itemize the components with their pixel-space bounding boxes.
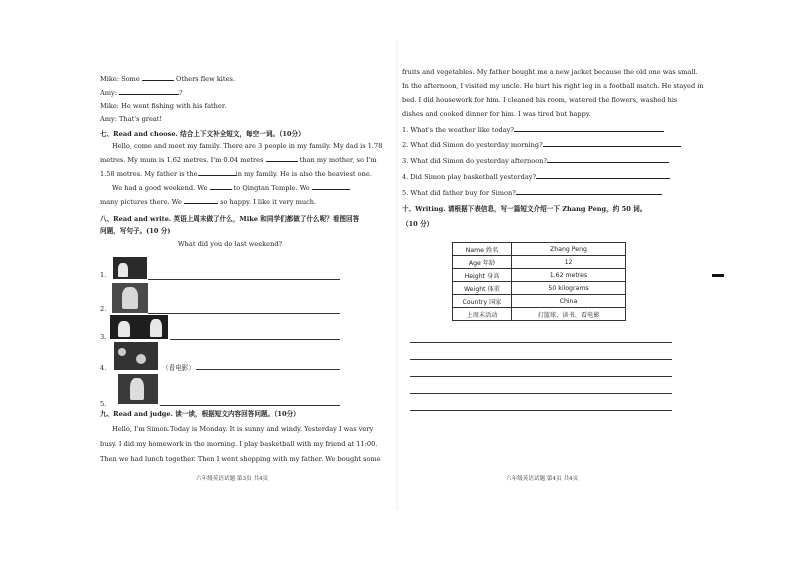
table-cell: Age 年龄 bbox=[453, 256, 512, 269]
section7-text: than my mother, so I'm bbox=[299, 156, 377, 165]
question-text: 5. What did father buy for Simon? bbox=[402, 189, 516, 198]
table-cell: Weight 体重 bbox=[453, 282, 512, 295]
answer-line[interactable] bbox=[170, 339, 340, 340]
question-2 bbox=[402, 140, 702, 150]
right-page-footer: 六年级英语试题 第4页 共4页 bbox=[506, 476, 579, 482]
writing-line[interactable] bbox=[410, 359, 672, 360]
item-number: 2. bbox=[100, 305, 107, 313]
passage-line: bed. I did housework for him. I cleaned his room, watered the flowers, washed his bbox=[402, 95, 678, 104]
blank[interactable] bbox=[210, 183, 232, 190]
section9-line: Then we had lunch together. Then I went shopping with my father. We bought some bbox=[100, 454, 381, 463]
item-number: 4. bbox=[100, 364, 107, 372]
writing-line[interactable] bbox=[410, 393, 672, 394]
blank[interactable] bbox=[184, 197, 218, 204]
dialog-text: ? bbox=[179, 88, 183, 97]
section7-line bbox=[100, 183, 440, 193]
table-cell: 12 bbox=[512, 256, 626, 269]
table-row bbox=[453, 295, 626, 308]
dialog-text: Others flew kites. bbox=[175, 75, 235, 83]
dialog-line-4: Amy: That's great! bbox=[100, 114, 163, 123]
table-cell: 50 kilograms bbox=[512, 282, 626, 295]
photo-housework bbox=[112, 283, 148, 313]
table-cell: 上周末活动 bbox=[453, 308, 512, 321]
photo-reading bbox=[113, 257, 147, 279]
dialog-text: Mike: Some bbox=[100, 75, 140, 83]
section7-line: Hello, come and meet my family. There are 3 people in my family. My dad is 1.78 bbox=[112, 142, 383, 151]
blank[interactable] bbox=[198, 169, 236, 176]
section7-text: many pictures there. We bbox=[100, 198, 182, 207]
table-row bbox=[453, 308, 626, 321]
section7-text: 1.58 metres. My father is the bbox=[100, 170, 198, 179]
table-cell: 1.62 metres bbox=[512, 269, 626, 282]
section7-text: to Qingtan Temple. We bbox=[233, 184, 310, 193]
table-cell: China bbox=[512, 295, 626, 308]
section7-line bbox=[100, 155, 440, 165]
blank[interactable] bbox=[312, 183, 350, 190]
passage-line: fruits and vegetables. My father bought me a new jacket because the old one was small. bbox=[402, 68, 698, 76]
item-number: 3. bbox=[100, 333, 107, 341]
answer-line[interactable] bbox=[196, 369, 340, 370]
table-cell: Name 姓名 bbox=[453, 243, 512, 256]
dialog-line-3: Mike: He went fishing with his father. bbox=[100, 101, 227, 110]
passage-line: dishes and cooked dinner for him. I was tired but happy. bbox=[402, 109, 591, 118]
question-1 bbox=[402, 125, 702, 135]
writing-line[interactable] bbox=[410, 376, 672, 377]
blank[interactable] bbox=[119, 88, 179, 95]
writing-line[interactable] bbox=[410, 342, 672, 343]
question-text: 1. What's the weather like today? bbox=[402, 125, 514, 134]
left-page-footer: 六年级英语试题 第3页 共4页 bbox=[196, 476, 269, 482]
table-cell: Country 国家 bbox=[453, 295, 512, 308]
section7-heading: 七、Read and choose. 结合上下文补全短文，每空一词。（10分） bbox=[100, 129, 305, 138]
table-row bbox=[453, 269, 626, 282]
section7-text: We had a good weekend. We bbox=[112, 184, 208, 193]
dialog-line-1 bbox=[100, 74, 440, 84]
answer-line[interactable] bbox=[148, 279, 340, 280]
blank[interactable] bbox=[543, 140, 681, 147]
section9-line: Hello, I'm Simon.Today is Monday. It is sunny and windy. Yesterday I was very bbox=[112, 424, 374, 433]
section8-heading-2: 问题，写句子。(10 分) bbox=[100, 226, 171, 235]
section7-line bbox=[100, 197, 440, 207]
section10-heading-2: （10 分） bbox=[402, 219, 434, 228]
blank[interactable] bbox=[514, 125, 664, 132]
question-text: 3. What did Simon do yesterday afternoon? bbox=[402, 157, 547, 166]
photo-basketball bbox=[110, 315, 168, 339]
section8-question: What did you do last weekend? bbox=[177, 239, 283, 248]
question-text: 4. Did Simon play basketball yesterday? bbox=[402, 173, 537, 182]
table-row bbox=[453, 256, 626, 269]
edge-mark bbox=[712, 274, 724, 277]
answer-line[interactable] bbox=[148, 313, 340, 314]
left-page bbox=[100, 44, 440, 249]
section9-heading: 九、Read and judge. 读一读，根据短文内容回答问题。（10分） bbox=[100, 410, 300, 418]
answer-line[interactable] bbox=[160, 405, 340, 406]
blank[interactable] bbox=[266, 155, 298, 162]
blank[interactable] bbox=[536, 172, 670, 179]
question-4 bbox=[402, 172, 702, 182]
info-table bbox=[452, 242, 626, 321]
item-number: 1. bbox=[100, 271, 107, 279]
item-number: 5. bbox=[100, 400, 107, 408]
section9-line: busy. I did my homework in the morning. I play basketball with my friend at 11:00. bbox=[100, 439, 378, 448]
writing-line[interactable] bbox=[410, 410, 672, 411]
table-row bbox=[453, 282, 626, 295]
section8-heading: 八、Read and write. 英语上周末做了什么，Mike 和同学们都做了什么呢？看图回答 bbox=[100, 214, 360, 223]
photo-football bbox=[118, 374, 158, 404]
passage-line: In the afternoon, I visited my uncle. He hurt his right leg in a football match. He stayed in bbox=[402, 81, 704, 90]
table-row bbox=[453, 243, 626, 256]
blank[interactable] bbox=[547, 156, 669, 163]
section10-heading: 十、Writing. 请根据下表信息，写一篇短文介绍一下 Zhang Peng，约 50 词。 bbox=[402, 205, 647, 214]
photo-movie bbox=[114, 342, 158, 370]
dialog-text: Amy: bbox=[100, 88, 117, 97]
section7-text: in my family. He is also the heaviest one. bbox=[235, 170, 372, 179]
question-5 bbox=[402, 188, 702, 198]
section7-line bbox=[100, 169, 440, 179]
blank[interactable] bbox=[142, 74, 174, 81]
right-page bbox=[402, 44, 702, 229]
table-cell: Zhang Peng bbox=[512, 243, 626, 256]
section9 bbox=[100, 410, 400, 464]
question-text: 2. What did Simon do yesterday morning? bbox=[402, 141, 543, 150]
question-3 bbox=[402, 156, 702, 166]
dialog-line-2 bbox=[100, 88, 440, 98]
blank[interactable] bbox=[516, 188, 662, 195]
table-cell: 打篮球、读书、看电影 bbox=[512, 308, 626, 321]
section7-text: metres. My mum is 1.62 metres. I'm 0.04 metres bbox=[100, 156, 264, 165]
table-cell: Height 身高 bbox=[453, 269, 512, 282]
section7-text: so happy. I like it very much. bbox=[220, 198, 317, 207]
movie-hint: （看电影） bbox=[162, 364, 195, 372]
